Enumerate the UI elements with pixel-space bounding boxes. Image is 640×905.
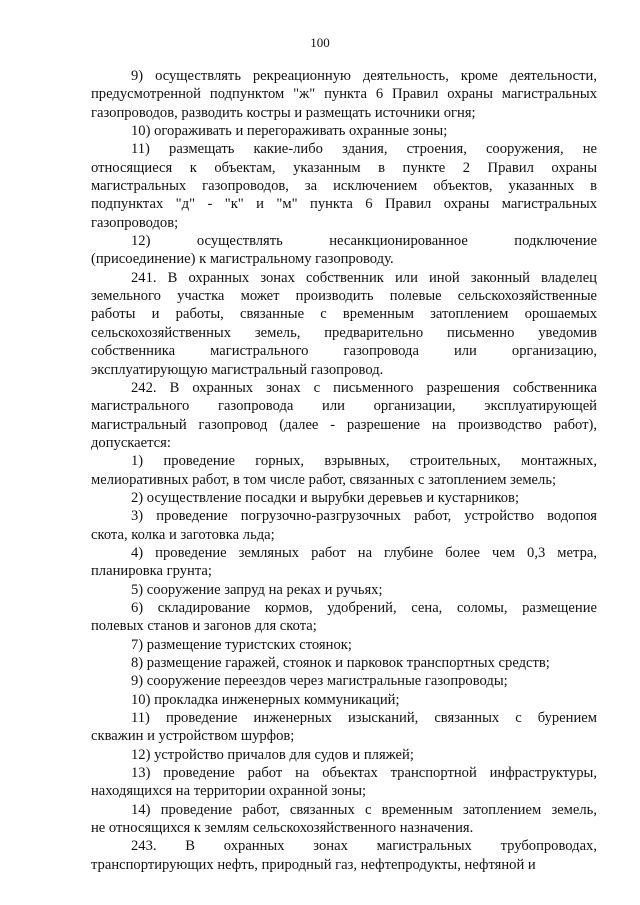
paragraph — [91, 654, 597, 672]
paragraph-line: 2) осуществление посадки и вырубки деревьев и кустарников; — [131, 489, 519, 506]
paragraph — [91, 507, 597, 544]
paragraph-line: 10) прокладка инженерных коммуникаций; — [131, 691, 400, 708]
paragraph-line: 10) огораживать и перегораживать охранные зоны; — [131, 123, 448, 140]
paragraph-line: 12) устройство причалов для судов и пляжей; — [131, 746, 414, 763]
paragraph — [91, 544, 597, 581]
paragraph-line: 6) складирование кормов, удобрений, сена, соломы, размещение — [131, 599, 597, 616]
paragraph — [91, 122, 597, 140]
paragraph-line: 11) проведение инженерных изысканий, связанных с бурением — [131, 710, 597, 727]
paragraph-line: 12) осуществлять несанкционированное подключение — [131, 233, 597, 250]
paragraph-line: сельскохозяйственных земель, предварительно письменно уведомив — [91, 324, 597, 341]
paragraph-line: скота, колка и заготовка льда; — [91, 526, 275, 543]
paragraph-line: 242. В охранных зонах с письменного разрешения собственника — [131, 379, 597, 396]
paragraph — [91, 379, 597, 452]
paragraph-line: работы и работы, связанные с временным затоплением орошаемых — [91, 306, 597, 323]
paragraph — [91, 452, 597, 489]
paragraph — [91, 67, 597, 122]
paragraph — [91, 269, 597, 379]
paragraph — [91, 801, 597, 838]
paragraph-line: земельного участка может производить полевые сельскохозяйственные — [91, 288, 597, 305]
body-text — [91, 67, 597, 874]
paragraph — [91, 709, 597, 746]
paragraph-line: 243. В охранных зонах магистральных трубопроводах, — [131, 838, 597, 855]
paragraph-line: 9) осуществлять рекреационную деятельность, кроме деятельности, — [131, 68, 597, 84]
paragraph — [91, 232, 597, 269]
paragraph-line: 4) проведение земляных работ на глубине более чем 0,3 метра, — [131, 544, 597, 561]
paragraph-line: 3) проведение погрузочно-разгрузочных работ, устройство водопоя — [131, 508, 597, 525]
paragraph-line: 11) размещать какие-либо здания, строения, сооружения, не — [131, 141, 597, 158]
paragraph-line: транспортирующих нефть, природный газ, нефтепродукты, нефтяной и — [91, 856, 536, 873]
paragraph-line: 8) размещение гаражей, стоянок и парковок транспортных средств; — [131, 655, 550, 671]
paragraph — [91, 672, 597, 690]
paragraph-line: подпунктах "д" - "к" и "м" пункта 6 Правил охраны магистральных — [91, 196, 597, 213]
paragraph-line: допускается: — [91, 434, 171, 451]
paragraph-line: собственника магистрального газопровода или организацию, — [91, 343, 597, 360]
paragraph-line: планировка грунта; — [91, 563, 212, 580]
paragraph — [91, 599, 597, 636]
paragraph — [91, 636, 597, 654]
paragraph-line: находящихся на территории охранной зоны; — [91, 783, 367, 800]
paragraph-line: магистральных газопроводов, за исключением объектов, указанных в — [91, 178, 597, 195]
paragraph-line: 241. В охранных зонах собственник или иной законный владелец — [131, 269, 597, 286]
paragraph — [91, 837, 597, 874]
paragraph — [91, 764, 597, 801]
paragraph — [91, 489, 597, 507]
paragraph-line: мелиоративных работ, в том числе работ, связанных с затоплением земель; — [91, 471, 557, 488]
paragraph — [91, 691, 597, 709]
paragraph — [91, 140, 597, 232]
paragraph-line: (присоединение) к магистральному газопроводу. — [91, 251, 394, 268]
paragraph — [91, 746, 597, 764]
paragraph-line: 13) проведение работ на объектах транспортной инфраструктуры, — [131, 765, 597, 782]
page-number: 100 — [310, 35, 330, 50]
paragraph-line: 1) проведение горных, взрывных, строительных, монтажных, — [131, 453, 597, 470]
paragraph-line: 7) размещение туристских стоянок; — [131, 636, 352, 653]
paragraph — [91, 581, 597, 599]
paragraph-line: полевых станов и загонов для скота; — [91, 618, 317, 635]
paragraph-line: 14) проведение работ, связанных с временным затоплением земель, — [131, 801, 597, 818]
paragraph-line: предусмотренной подпунктом "ж" пункта 6 Правил охраны магистральных — [91, 86, 597, 103]
paragraph-line: газопроводов, разводить костры и размещать источники огня; — [91, 104, 476, 121]
paragraph-line: относящиеся к объектам, указанным в пункте 2 Правил охраны — [91, 159, 597, 176]
paragraph-line: скважин и устройством шурфов; — [91, 728, 295, 745]
paragraph-line: 9) сооружение переездов через магистральные газопроводы; — [131, 673, 508, 690]
paragraph-line: 5) сооружение запруд на реках и ручьях; — [131, 581, 383, 598]
paragraph-line: не относящихся к землям сельскохозяйственного назначения. — [91, 820, 474, 837]
paragraph-line: магистрального газопровода или организации, эксплуатирующей — [91, 398, 597, 415]
paragraph-line: газопроводов; — [91, 214, 179, 231]
paragraph-line: эксплуатирующую магистральный газопровод. — [91, 361, 384, 378]
paragraph-line: магистральный газопровод (далее - разрешение на производство работ), — [91, 416, 597, 433]
